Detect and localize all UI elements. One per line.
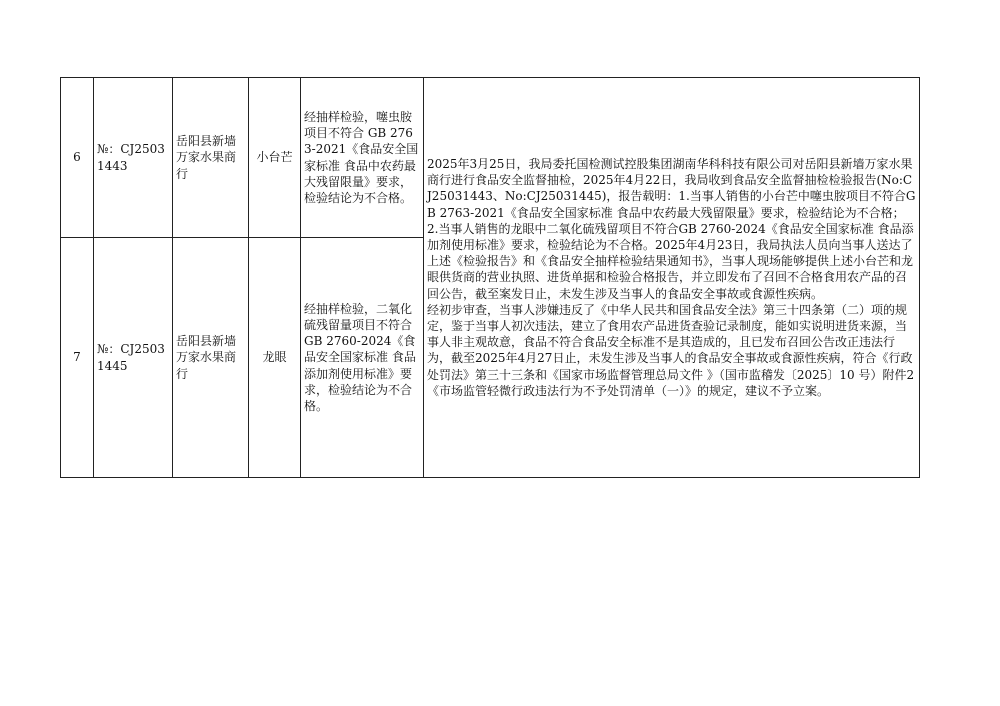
row-number: 6 [61, 78, 94, 238]
inspection-result: 经抽样检验，噻虫胺项目不符合 GB 2763-2021《食品安全国家标准 食品中农药最大残留限量》要求，检验结论为不合格。 [301, 78, 424, 238]
detail-paragraph: 经初步审查，当事人涉嫌违反了《中华人民共和国食品安全法》第三十四条第（二）项的规定，鉴于当事人初次违法，建立了食用农产品进货查验记录制度，能如实说明进货来源，当事人非主观故意，食品不符合食品安全标准不是其造成的，且已发布召回公告改正违法行为，截至2025年4月27日止，未发生涉及当事人的食品安全事故或食源性疾病，符合《行政处罚法》第三十三条和《国家市场监督管理总局文件 》（国市监稽发〔2025〕10 号）附件2《市场监管轻微行政违法行为不予处罚清单（一）》的规定，建议不予立案。 [427, 302, 915, 398]
product-name: 龙眼 [249, 238, 301, 478]
report-number: №：CJ25031443 [94, 78, 173, 238]
table-row [61, 78, 920, 238]
case-detail [424, 78, 920, 478]
business-name: 岳阳县新墙万家水果商行 [173, 78, 249, 238]
product-name: 小台芒 [249, 78, 301, 238]
inspection-result: 经抽样检验，二氧化硫残留量项目不符合 GB 2760-2024《食品安全国家标准 食品添加剂使用标准》要求，检验结论为不合格。 [301, 238, 424, 478]
row-number: 7 [61, 238, 94, 478]
report-number: №：CJ25031445 [94, 238, 173, 478]
detail-paragraph: 2025年3月25日，我局委托国检测试控股集团湖南华科科技有限公司对岳阳县新墙万家水果商行进行食品安全监督抽检，2025年4月22日，我局收到食品安全监督抽检检验报告(No:CJ25031443、No:CJ25031445)，报告载明：1.当事人销售的小台芒中噻虫胺项目不符合GB 2763-2021《食品安全国家标准 食品中农药最大残留限量》要求，检验结论为不合格；2.当事人销售的龙眼中二氧化硫残留项目不符合GB 2760-2024《食品安全国家标准 食品添加剂使用标准》要求，检验结论为不合格。2025年4月23日，我局执法人员向当事人送达了上述《检验报告》和《食品安全抽样检验结果通知书》，当事人现场能够提供上述小台芒和龙眼供货商的营业执照、进货单据和检验合格报告，并立即发布了召回不合格食用农产品的召回公告，截至案发日止，未发生涉及当事人的食品安全事故或食源性疾病。 [427, 156, 916, 301]
case-record-table [60, 77, 920, 478]
business-name: 岳阳县新墙万家水果商行 [173, 238, 249, 478]
